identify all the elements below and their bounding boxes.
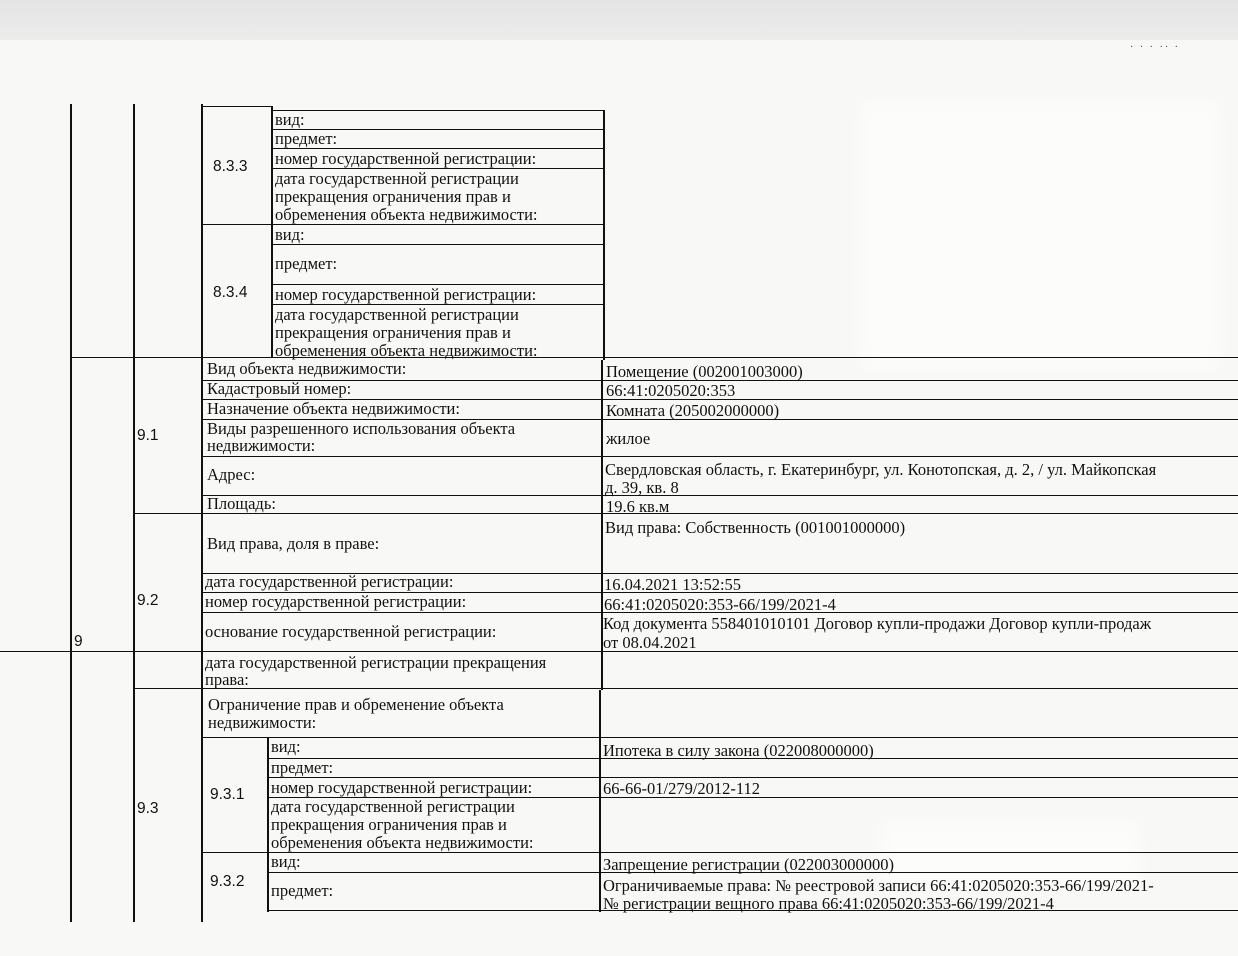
field-label: дата государственной регистрации:: [205, 572, 454, 591]
field-value: Ограничиваемые права: № реестровой записи 66:41:0205020:353-66/199/2021-: [603, 876, 1154, 895]
table-border: [201, 106, 271, 107]
table-border: [271, 110, 604, 111]
field-value: от 08.04.2021: [603, 633, 697, 652]
field-label: Вид права, доля в праве:: [207, 534, 380, 553]
field-label: прекращения ограничения прав и: [275, 323, 511, 342]
field-value: 19.6 кв.м: [606, 497, 670, 516]
field-label: номер государственной регистрации:: [275, 149, 537, 168]
field-label: прекращения ограничения прав и: [271, 815, 507, 834]
field-value: Запрещение регистрации (022003000000): [603, 855, 894, 874]
field-label: Назначение объекта недвижимости:: [207, 399, 460, 418]
field-value: Вид права: Собственность (001001000000): [605, 518, 906, 537]
field-label: вид:: [271, 852, 301, 871]
section-number: 9: [74, 633, 83, 650]
table-border: [267, 737, 269, 912]
section-number: 9.3.2: [210, 873, 245, 890]
field-label: Виды разрешенного использования объекта: [207, 419, 516, 438]
field-label: Площадь:: [207, 494, 276, 513]
field-value: 66:41:0205020:353: [606, 381, 736, 400]
field-label: обременения объекта недвижимости:: [275, 205, 538, 224]
table-border: [271, 244, 604, 245]
section-number: 9.2: [137, 592, 159, 609]
table-border: [201, 852, 1238, 853]
field-label: вид:: [275, 225, 305, 244]
field-label: вид:: [271, 737, 301, 756]
field-label: Адрес:: [207, 465, 256, 484]
field-value: 16.04.2021 13:52:55: [604, 575, 742, 594]
field-value: жилое: [606, 429, 651, 448]
table-border: [201, 224, 604, 225]
field-value: Комната (205002000000): [606, 401, 780, 420]
field-label: Кадастровый номер:: [207, 379, 352, 398]
field-label: предмет:: [271, 758, 334, 777]
field-label: вид:: [275, 110, 305, 129]
field-label: предмет:: [275, 254, 338, 273]
field-label: недвижимости:: [208, 713, 317, 732]
field-label: номер государственной регистрации:: [271, 778, 533, 797]
table-border: [201, 737, 1238, 738]
table-border: [271, 106, 273, 358]
field-value: Код документа 558401010101 Договор купли-продажи Договор купли-продаж: [603, 614, 1152, 633]
field-label: номер государственной регистрации:: [275, 285, 537, 304]
field-label: номер государственной регистрации:: [205, 592, 467, 611]
field-label: недвижимости:: [207, 436, 316, 455]
blurred-area: [860, 100, 1220, 370]
section-number: 8.3.3: [213, 158, 248, 175]
section-number: 9.1: [137, 427, 159, 444]
section-number: 9.3.1: [210, 786, 245, 803]
scan-background: [0, 0, 1238, 40]
field-label: дата государственной регистрации: [275, 169, 519, 188]
field-label: предмет:: [275, 129, 338, 148]
field-value: Помещение (002001003000): [606, 362, 803, 381]
field-label: Ограничение прав и обременение объекта: [208, 695, 504, 714]
table-border: [133, 513, 1238, 514]
scan-speck: · · · ·· ·: [1130, 42, 1180, 53]
field-label: права:: [205, 670, 249, 689]
table-border: [133, 688, 1238, 689]
field-label: основание государственной регистрации:: [205, 622, 497, 641]
field-value: 66-66-01/279/2012-112: [603, 779, 761, 798]
field-label: дата государственной регистрации: [271, 797, 515, 816]
section-number: 9.3: [137, 800, 159, 817]
table-border: [201, 456, 1238, 457]
table-border: [201, 495, 1238, 496]
field-value: 66:41:0205020:353-66/199/2021-4: [604, 595, 836, 614]
field-value: Ипотека в силу закона (022008000000): [603, 741, 874, 760]
field-value: Свердловская область, г. Екатеринбург, ул. Конотопская, д. 2, / ул. Майкопская: [605, 460, 1157, 479]
field-label: прекращения ограничения прав и: [275, 187, 511, 206]
field-label: обременения объекта недвижимости:: [275, 341, 538, 360]
field-value: № регистрации вещного права 66:41:0205020:353-66/199/2021-4: [603, 894, 1054, 913]
field-label: обременения объекта недвижимости:: [271, 833, 534, 852]
field-label: Вид объекта недвижимости:: [207, 359, 407, 378]
table-border: [70, 104, 72, 922]
field-value: д. 39, кв. 8: [605, 478, 679, 497]
field-label: дата государственной регистрации: [275, 305, 519, 324]
section-number: 8.3.4: [213, 284, 248, 301]
field-label: предмет:: [271, 881, 334, 900]
table-border: [599, 690, 601, 912]
field-label: дата государственной регистрации прекращения: [205, 653, 547, 672]
